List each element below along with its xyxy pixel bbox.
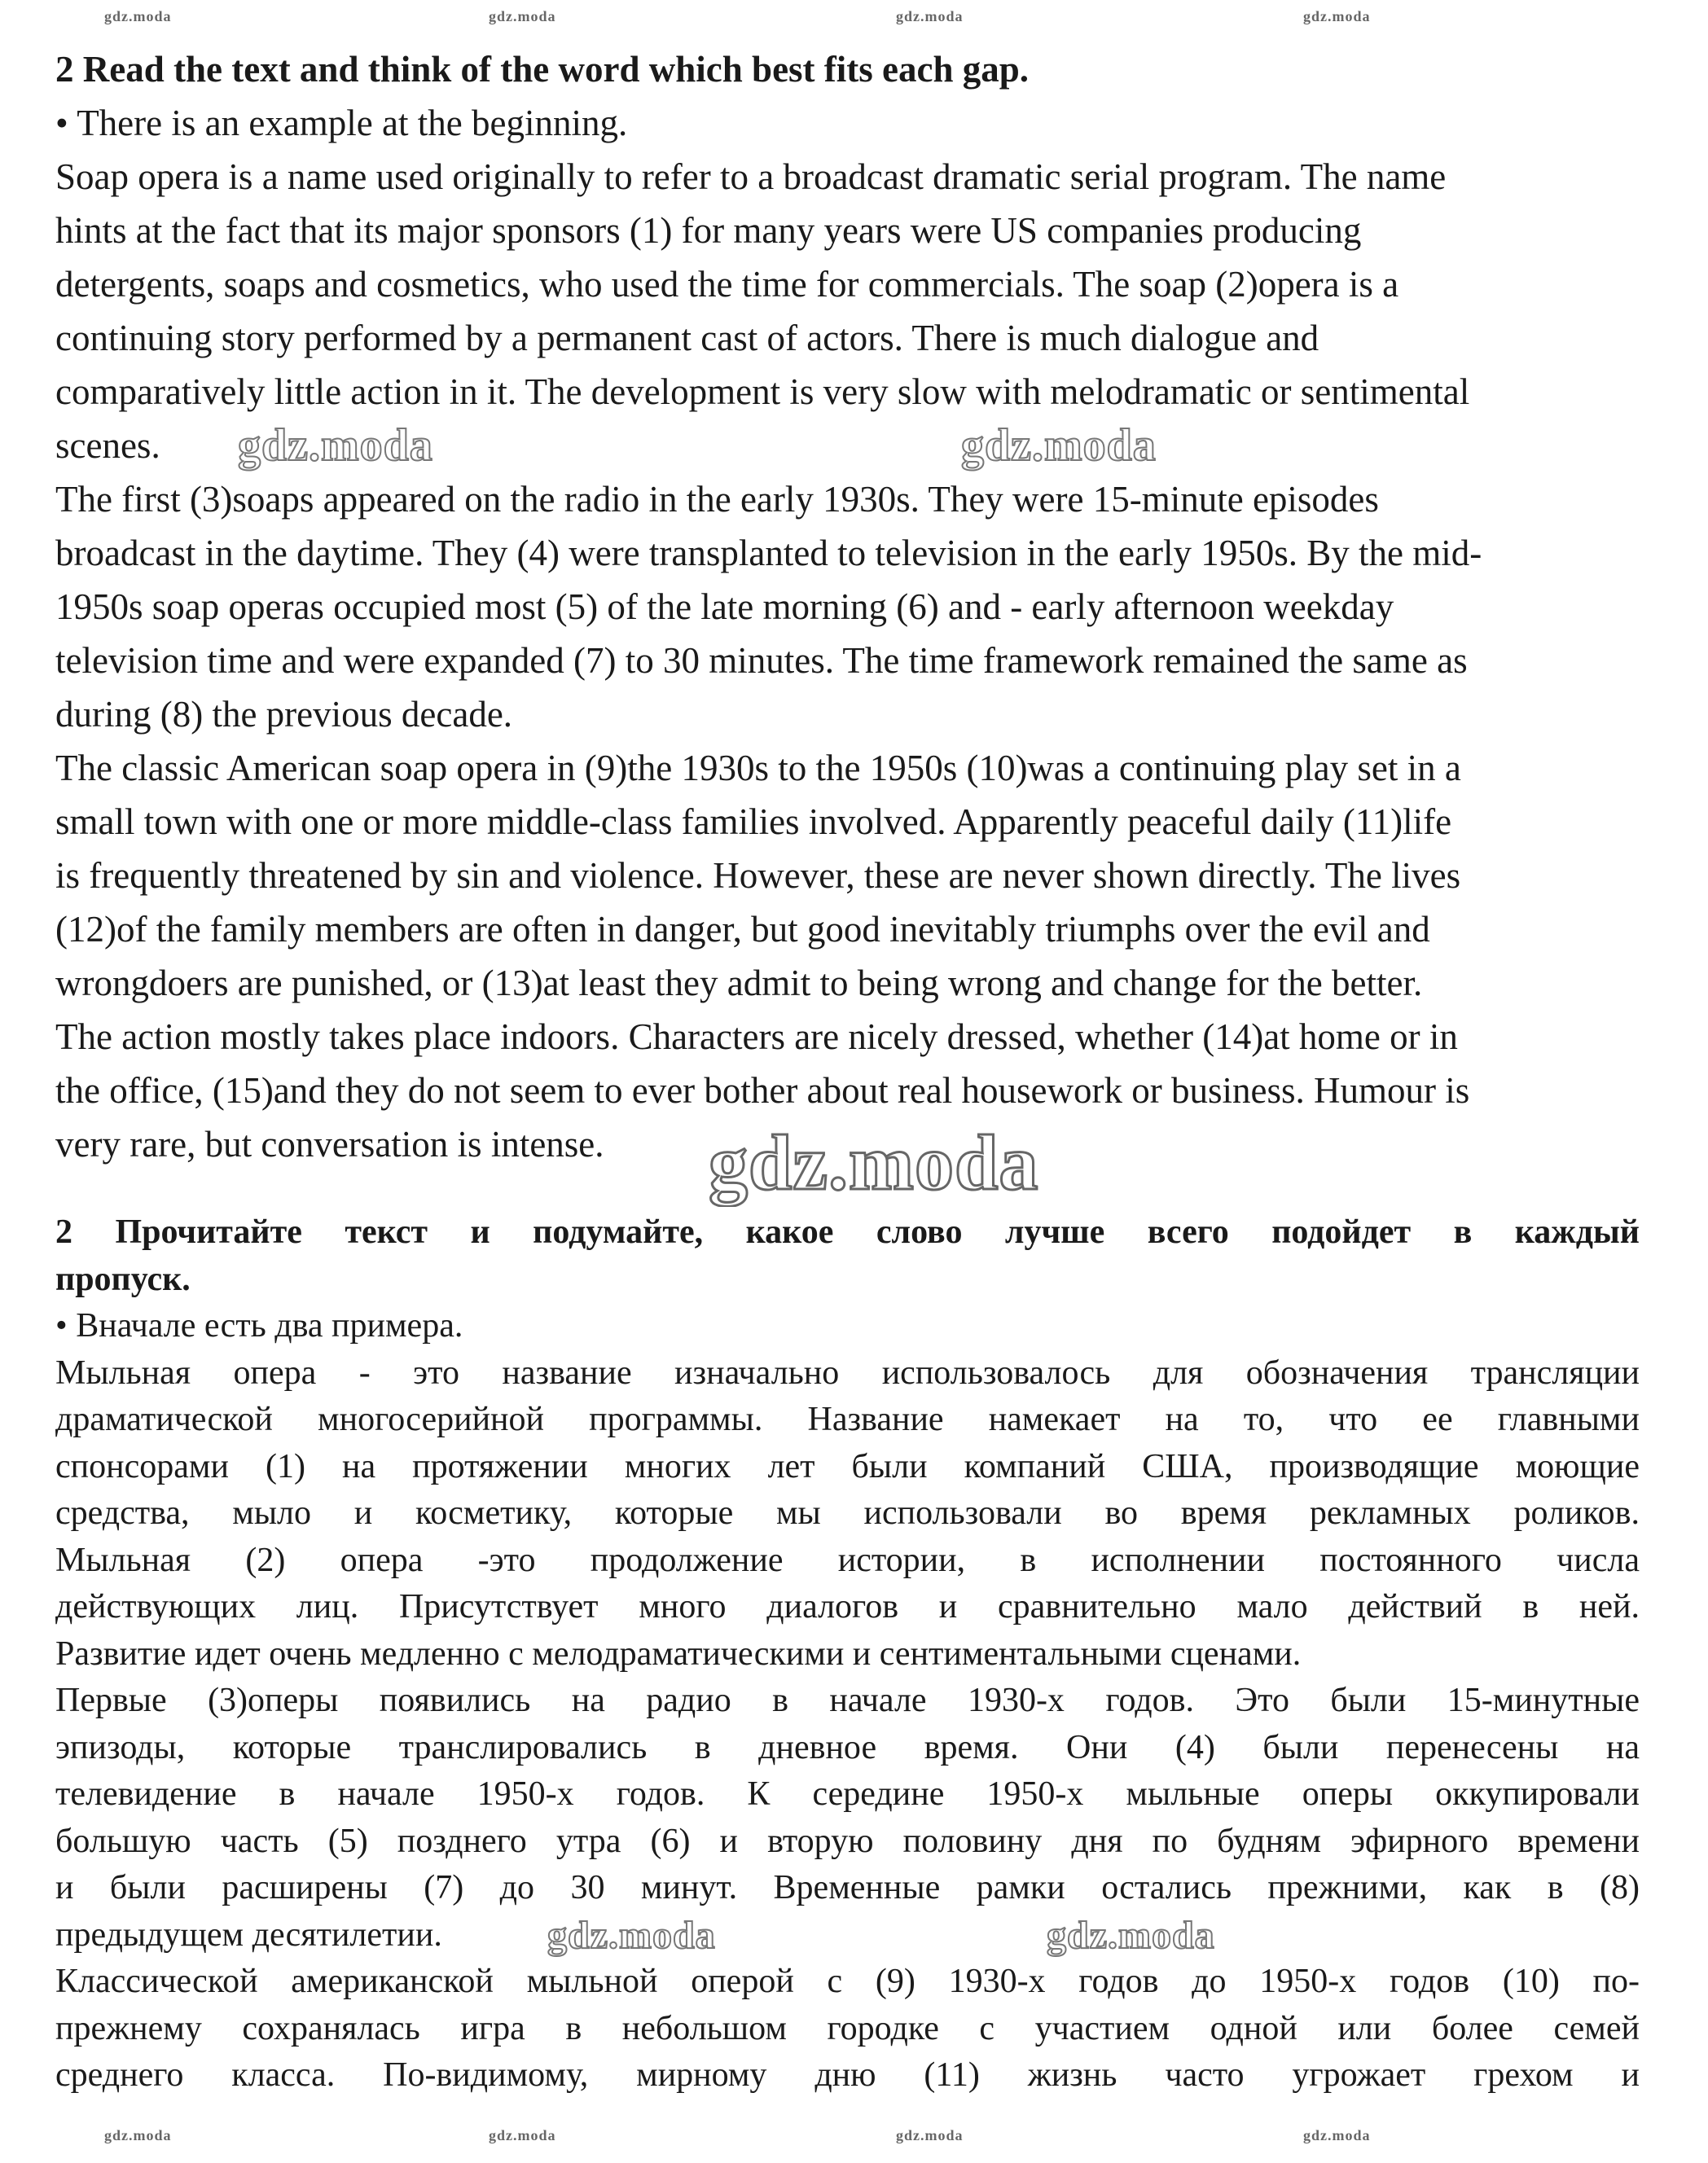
- text-line: hints at the fact that its major sponsors (1) for many years were US companies producing: [55, 210, 1362, 251]
- text-line: Soap opera is a name used originally to refer to a broadcast dramatic serial program. The name: [55, 156, 1447, 197]
- text-line: The action mostly takes place indoors. Characters are nicely dressed, whether (14)at home or in: [55, 1016, 1458, 1057]
- text-line: broadcast in the daytime. They (4) were transplanted to television in the early 1950s. By the mid-: [55, 533, 1482, 573]
- text-line: телевидение в начале 1950-х годов. К середине 1950-х мыльные оперы оккупировали: [55, 1775, 1640, 1813]
- watermark: gdz.moda: [238, 420, 433, 471]
- text-line: wrongdoers are punished, or (13)at least they admit to being wrong and change for the better.: [55, 963, 1423, 1003]
- watermark: gdz.moda: [104, 8, 172, 24]
- text-line: спонсорами (1) на протяжении многих лет были компаний США, производящие моющие: [55, 1447, 1640, 1485]
- watermark: gdz.moda: [961, 420, 1157, 471]
- watermark: gdz.moda: [709, 1119, 1039, 1206]
- text-line: • Вначале есть два примера.: [55, 1307, 463, 1345]
- text-line: и были расширены (7) до 30 минут. Временные рамки остались прежними, как в (8): [55, 1869, 1640, 1906]
- english-heading: 2 Read the text and think of the word which best fits each gap.: [55, 49, 1030, 90]
- watermark: gdz.moda: [489, 2127, 556, 2143]
- text-line: very rare, but conversation is intense.: [55, 1124, 604, 1165]
- text-line: действующих лиц. Присутствует много диалогов и сравнительно мало действий в ней.: [55, 1588, 1640, 1626]
- text-line: The first (3)soaps appeared on the radio in the early 1930s. They were 15-minute episodes: [55, 479, 1379, 520]
- watermark: gdz.moda: [489, 8, 556, 24]
- watermark: gdz.moda: [1303, 2127, 1371, 2143]
- text-line: драматической многосерийной программы. Название намекает на то, что ее главными: [55, 1401, 1640, 1438]
- text-line: comparatively little action in it. The development is very slow with melodramatic or sentimental: [55, 371, 1470, 412]
- english-exercise: [55, 42, 1652, 1171]
- text-line: is frequently threatened by sin and violence. However, these are never shown directly. The lives: [55, 855, 1461, 896]
- watermark: gdz.moda: [1047, 1914, 1215, 1957]
- text-line: 1950s soap operas occupied most (5) of the late morning (6) and - early afternoon weekday: [55, 586, 1394, 627]
- text-line: прежнему сохранялась игра в небольшом городке с участием одной или более семей: [55, 2009, 1640, 2047]
- text-line: Мыльная опера - это название изначально использовалось для обозначения трансляции: [55, 1354, 1640, 1392]
- text-line: television time and were expanded (7) to 30 minutes. The time framework remained the same as: [55, 640, 1468, 681]
- watermark: gdz.moda: [896, 2127, 964, 2143]
- russian-translation: [55, 1209, 1640, 2099]
- text-line: continuing story performed by a permanent cast of actors. There is much dialogue and: [55, 318, 1319, 358]
- text-line: during (8) the previous decade.: [55, 694, 513, 735]
- text-line: эпизоды, которые транслировались в дневное время. Они (4) были перенесены на: [55, 1728, 1640, 1766]
- text-line: среднего класса. По-видимому, мирному дню (11) жизнь часто угрожает грехом и: [55, 2056, 1640, 2094]
- text-line: • There is an example at the beginning.: [55, 103, 628, 143]
- watermark: gdz.moda: [896, 8, 964, 24]
- text-line: Классической американской мыльной оперой с (9) 1930-х годов до 1950-х годов (10) по-: [55, 1963, 1640, 2000]
- text-line: scenes.: [55, 425, 160, 466]
- russian-heading-line2: пропуск.: [55, 1260, 191, 1298]
- text-line: The classic American soap opera in (9)the 1930s to the 1950s (10)was a continuing play set in a: [55, 748, 1461, 788]
- text-line: большую часть (5) позднего утра (6) и вторую половину дня по будням эфирного времени: [55, 1822, 1640, 1860]
- text-line: Первые (3)оперы появились на радио в начале 1930-х годов. Это были 15-минутные: [55, 1682, 1640, 1719]
- text-line: detergents, soaps and cosmetics, who used the time for commercials. The soap (2)opera is a: [55, 264, 1399, 305]
- text-line: предыдущем десятилетии.: [55, 1915, 442, 1954]
- text-line: средства, мыло и косметику, которые мы использовали во время рекламных роликов.: [55, 1494, 1640, 1532]
- text-line: Мыльная (2) опера -это продолжение истории, в исполнении постоянного числа: [55, 1541, 1640, 1579]
- russian-heading-line1: 2 Прочитайте текст и подумайте, какое слово лучше всего подойдет в каждый: [55, 1213, 1640, 1251]
- watermark: gdz.moda: [104, 2127, 172, 2143]
- text-line: Развитие идет очень медленно с мелодраматическими и сентиментальными сценами.: [55, 1634, 1302, 1673]
- watermark: gdz.moda: [547, 1914, 716, 1957]
- text-line: small town with one or more middle-class families involved. Apparently peaceful daily (11)life: [55, 801, 1452, 842]
- text-line: (12)of the family members are often in danger, but good inevitably triumphs over the evil and: [55, 909, 1430, 950]
- watermark: gdz.moda: [1303, 8, 1371, 24]
- text-line: the office, (15)and they do not seem to ever bother about real housework or business. Humour is: [55, 1070, 1470, 1111]
